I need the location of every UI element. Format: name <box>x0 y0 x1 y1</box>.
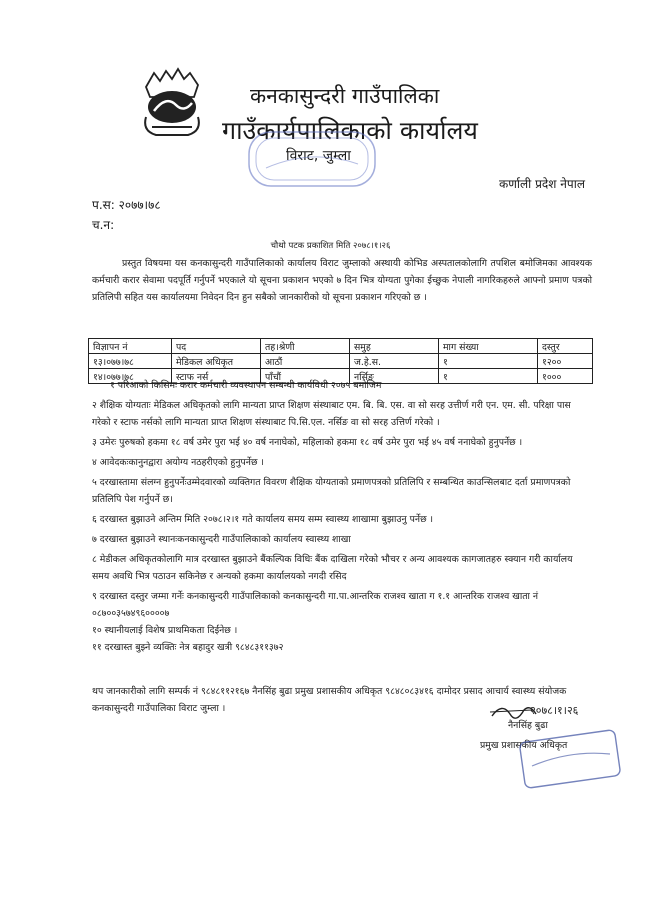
office-location: विराट, जुम्ला <box>286 148 351 164</box>
table-cell: मेडिकल अधिकृत <box>172 354 261 369</box>
table-cell: नर्सिङ <box>350 369 439 384</box>
table-cell: पाँचौं <box>261 369 350 384</box>
table-cell: १००० <box>538 369 593 384</box>
office-stamp-icon <box>246 128 378 190</box>
list-item: ३ उमेरः पुरुषको हकमा १८ वर्ष उमेर पुरा भई ४० वर्ष ननाघेको, महिलाको हकमा १८ वर्ष उमेर पुरा भई ४५ वर्ष ननाघेको हुनुपर्नेछ । <box>92 437 523 448</box>
table-row <box>89 354 593 369</box>
list-item: ९ दरखास्त दस्तुर जम्मा गर्नेः कनकासुन्दरी गाउँपालिकाको कनकासुन्दरी गा.पा.आन्तरिक राजश्व खाता ग १.१ आन्तरिक राजश्व खाता नं ०८७००३५७४९६००००७ <box>92 591 539 619</box>
officer-stamp-icon <box>518 730 622 788</box>
list-item: १ परिआको किसिमः करार कर्मचारी व्यवस्थापन सम्बन्धी कार्यविधी २०७५ बमोजिम <box>110 380 382 391</box>
dispatch-number: च.न: <box>92 218 115 232</box>
column-header: दस्तुर <box>538 339 593 354</box>
column-header: तह।श्रेणी <box>261 339 350 354</box>
table-cell: १२०० <box>538 354 593 369</box>
column-header: विज्ञापन नं <box>89 339 172 354</box>
table-cell: १४।०७७।७८ <box>89 369 172 384</box>
column-header: समुह <box>350 339 439 354</box>
conditions-list <box>92 377 592 656</box>
list-item: २ शैक्षिक योग्यताः मेडिकल अधिकृतको लागि मान्यता प्राप्त शिक्षण संस्थाबाट एम. बि. बि. एस. वा सो सरह उत्तीर्ण गरी एन. एम. सी. परिक्षा पास गरेको र स्टाफ नर्सको लागि मान्यता प्राप्त शिक्षण संस्थाबाट पि.सि.एल. नर्सिङ वा सो सरह उत्तिर्ण गरेको । <box>92 400 571 428</box>
table-cell: १ <box>439 369 538 384</box>
nepal-emblem-icon <box>132 65 212 145</box>
list-item: ४ आवेदकःकानुनद्वारा अयोग्य नठहरीएको हुनुपर्नेछ । <box>92 457 264 468</box>
closing-note: थप जानकारीको लागि सम्पर्क नं ९८४८११२१६७ नैनसिंह बुढा प्रमुख प्रशासकीय अधिकृत ९८४८०८३४१६ दामोदर प्रसाद आचार्य स्वास्थ्य संयोजक कनकासुन्दरी गाउँपालिका विराट जुम्ला । <box>92 686 567 714</box>
list-item: ११ दरखास्त बुझ्ने व्यक्तिः नेत्र बहादुर खत्री ९८४८३११३७२ <box>92 642 284 653</box>
office-name: गाउँकार्यपालिकाको कार्यालय <box>222 116 478 145</box>
handwritten-date: २०७८।१।२६ <box>530 704 579 717</box>
notice-paragraph <box>92 255 592 306</box>
notice-subject: चौथो पटक प्रकाशित मिति २०७८।१।२६ <box>270 241 391 251</box>
notice-paragraph-text: प्रस्तुत विषयमा यस कनकासुन्दरी गाउँपालिकाको कार्यालय विराट जुम्लाको अस्थायी कोभिड अस्पतालकोलागि तपशिल बमोजिमका आवश्यक कर्मचारी करार सेवामा पदपूर्ति गर्नुपर्ने भएकाले यो सूचना प्रकाशन भएको ७ दिन भित्र योग्यता पुगेका ईच्छुक नेपाली नागरिकहरुले आफ्नो प्रमाण पत्रको प्रतिलिपी सहित यस कार्यालयमा निवेदन दिन हुन सबैको जानकारीको यो सूचना प्रकाशन गरिएको छ । <box>92 258 592 303</box>
signatory-name: नैनसिंह बुढा <box>508 720 548 731</box>
table-cell: १ <box>439 354 538 369</box>
column-header: माग संख्या <box>439 339 538 354</box>
org-name: कनकासुन्दरी गाउँपालिका <box>250 84 440 108</box>
list-item: ७ दरखास्त बुझाउने स्थानःकनकासुन्दरी गाउँपालिकाको कार्यालय स्वास्थ्य शाखा <box>92 534 351 545</box>
list-item: ८ मेडीकल अधिकृतकोलागि मात्र दरखास्त बुझाउने बैंकल्पिक विधिः बैंक दाखिला गरेको भौचर र अन्य आवश्यक कागजातहरु स्क्यान गरी कार्यालय समय अवधि भित्र पठाउन सकिनेछ र अन्यको हकमा कार्यालयको नगदी रसिद <box>92 554 573 582</box>
column-header: पद <box>172 339 261 354</box>
list-item: ५ दरखास्तामा संलग्न हुनुपर्नेःउम्मेदवारको व्यक्तिगत विवरण शैक्षिक योग्यताको प्रमाणपत्रको प्रतिलिपि र सम्बन्धित काउन्सिलबाट दर्ता प्रमाणपत्रको प्रतिलिपि पेश गर्नुपर्ने छ। <box>92 477 571 505</box>
table-cell: ज.हे.स. <box>350 354 439 369</box>
table-cell: १३।०७७।७८ <box>89 354 172 369</box>
table-header-row <box>89 339 593 354</box>
table-cell: स्टाफ नर्स <box>172 369 261 384</box>
table-cell: आठौं <box>261 354 350 369</box>
list-item: १० स्थानीयलाई विशेष प्राथमिकता दिईनेछ । <box>92 625 238 636</box>
signatory-title: प्रमुख प्रशासकीय अधिकृत <box>480 740 568 751</box>
reference-number: प.स: २०७७।७८ <box>92 198 161 212</box>
list-item: ६ दरखास्त बुझाउने अन्तिम मिति २०७८।२।१ गते कार्यालय समय सम्म स्वास्थ्य शाखामा बुझाउनु पर्नेछ । <box>92 514 434 525</box>
province-name: कर्णाली प्रदेश नेपाल <box>499 177 585 191</box>
